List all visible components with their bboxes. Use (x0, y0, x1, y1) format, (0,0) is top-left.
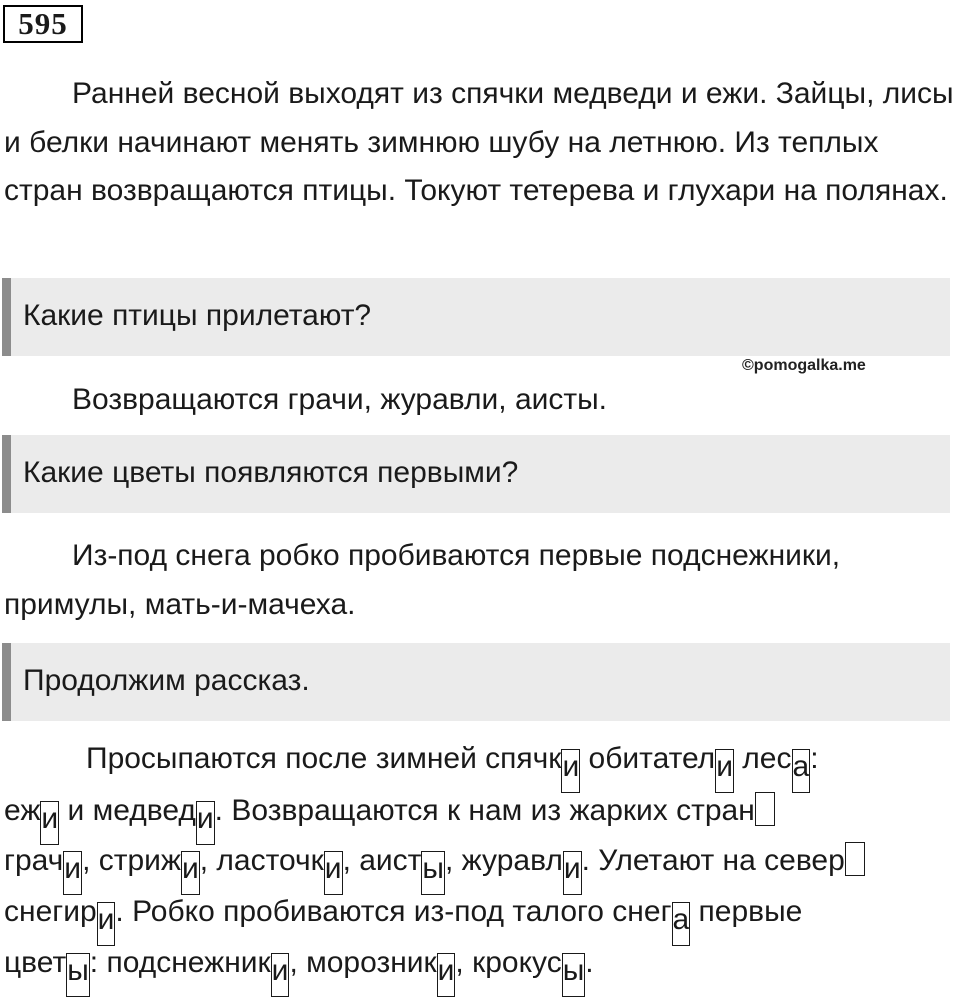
question-bar-2 (2, 435, 950, 513)
letter-box: а (672, 902, 691, 946)
story-line-3 (4, 842, 954, 895)
letter-box: и (561, 749, 580, 793)
letter-box: и (63, 851, 82, 895)
question-bar-3 (2, 643, 950, 721)
story-line-5 (4, 946, 954, 997)
question-2: Какие цветы появляются первыми? (23, 456, 519, 489)
letter-box: и (324, 851, 343, 895)
letter-box: и (181, 851, 200, 895)
story-text: , морозник (289, 946, 437, 979)
story-text: грач (4, 844, 64, 877)
question-3: Продолжим рассказ. (23, 664, 310, 697)
text-paragraph-content: Ранней весной выходят из спячки медведи и ежи. Зайцы, лисы и белки начинают менять зимнюю шубу на летнюю. Из теплых стран возвращаются птицы. Токуют тетерева и глухари на полянах. (4, 77, 954, 207)
letter-box: ы (421, 851, 445, 895)
story-text: Просыпаются после зимней спячк (86, 742, 562, 775)
story-text: : (810, 742, 819, 775)
story-text: : подснежник (89, 946, 271, 979)
letter-box: и (271, 953, 290, 997)
punctuation-box (845, 842, 865, 876)
story-line-1 (4, 742, 954, 793)
story-text: обитател (580, 742, 716, 775)
exercise-number: 595 (3, 5, 83, 43)
answer-1-text: Возвращаются грачи, журавли, аисты. (72, 383, 608, 416)
letter-box: и (437, 953, 456, 997)
answer-1 (4, 376, 954, 425)
story-text: еж (4, 794, 41, 827)
story-text: первые (690, 895, 803, 928)
story-text: . Возвращаются к нам из жарких стран (214, 794, 755, 827)
story-line-2 (4, 792, 954, 845)
story-text: . Улетают на север (581, 844, 845, 877)
story-text: , аист (342, 844, 422, 877)
answer-2 (4, 532, 954, 629)
letter-box: и (97, 902, 116, 946)
story-text: цвет (4, 946, 67, 979)
watermark: ©pomogalka.me (742, 357, 866, 374)
story-text: . Робко пробиваются из-под талого снег (115, 895, 672, 928)
story-text: и медвед (59, 794, 196, 827)
story-text: , журавл (444, 844, 563, 877)
letter-box: ы (562, 953, 586, 997)
letter-box: и (715, 749, 734, 793)
letter-box: ы (66, 953, 90, 997)
letter-box: а (792, 749, 811, 793)
story-text: , стриж (82, 844, 181, 877)
story-line-4 (4, 895, 954, 946)
question-1: Какие птицы прилетают? (23, 299, 372, 332)
letter-box: и (196, 801, 215, 845)
story-text: , крокус (455, 946, 562, 979)
letter-box: и (40, 801, 59, 845)
story-text: лес (733, 742, 792, 775)
answer-2-text: Из-под снега робко пробиваются первые подснежники, примулы, мать-и-мачеха. (4, 539, 841, 621)
story-text: снегир (4, 895, 97, 928)
letter-box: и (563, 851, 582, 895)
punctuation-box (755, 792, 775, 826)
story-text: , ласточк (199, 844, 324, 877)
text-paragraph (4, 70, 954, 216)
question-bar-1 (2, 278, 950, 356)
story-text: . (585, 946, 594, 979)
